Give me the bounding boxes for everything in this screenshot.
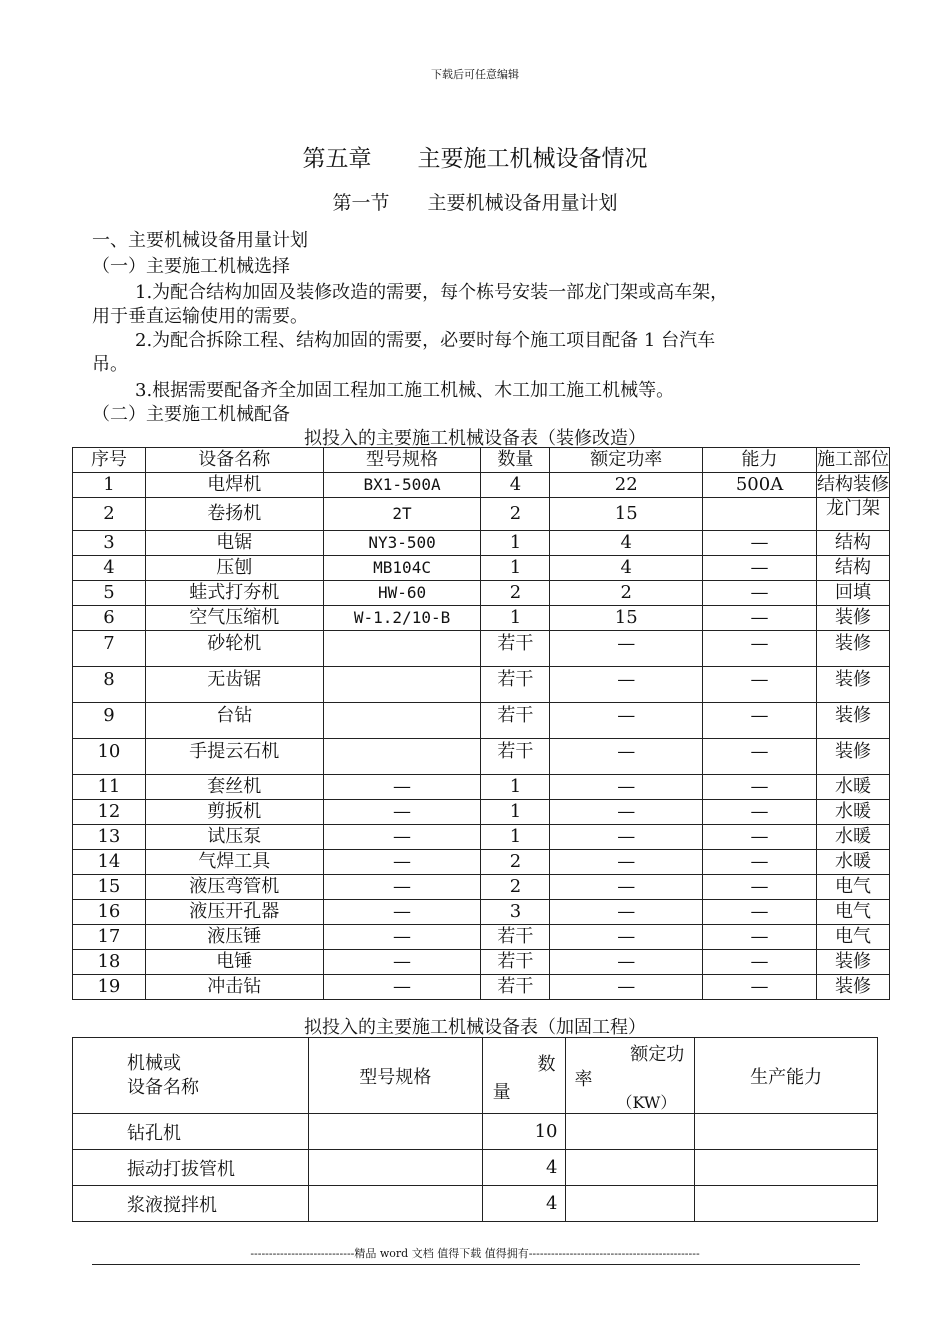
table-cell: 回填 <box>816 581 889 606</box>
table-cell: 电锤 <box>145 950 323 975</box>
footer-rule <box>92 1264 860 1265</box>
heading-2: （一）主要施工机械选择 <box>92 256 290 277</box>
table-cell: 18 <box>73 950 146 975</box>
table-row <box>73 975 890 1000</box>
table-cell: 若干 <box>481 739 550 775</box>
header-name-line1: 机械或 <box>127 1052 181 1074</box>
table-cell: — <box>703 950 817 975</box>
table-cell: 电气 <box>816 875 889 900</box>
header-note: 下载后可任意编辑 <box>431 68 519 81</box>
table-cell: 装修 <box>816 703 889 739</box>
table-cell: 压刨 <box>145 556 323 581</box>
table-cell: 6 <box>73 606 146 631</box>
table-cell: 1 <box>481 556 550 581</box>
table-cell: 15 <box>550 606 703 631</box>
table-cell: — <box>550 900 703 925</box>
table-cell: 水暖 <box>816 825 889 850</box>
paragraph-2-line-2: 吊。 <box>92 354 128 375</box>
table-cell: — <box>550 850 703 875</box>
table2-header-row <box>73 1038 878 1114</box>
table2-header-power <box>566 1038 695 1114</box>
table2-caption: 拟投入的主要施工机械设备表（加固工程） <box>304 1017 646 1038</box>
heading-3: （二）主要施工机械配备 <box>92 404 290 425</box>
table-cell: 试压泵 <box>145 825 323 850</box>
paragraph-2-line-1: 2.为配合拆除工程、结构加固的需要，必要时每个施工项目配备 1 台汽车 <box>135 330 716 351</box>
table-cell: 结构 <box>816 556 889 581</box>
table1-header-cell: 能力 <box>703 448 817 473</box>
table2-body <box>73 1114 878 1222</box>
table-cell: 若干 <box>481 703 550 739</box>
table-cell <box>323 667 481 703</box>
table-row <box>73 473 890 498</box>
table-cell: 4 <box>550 531 703 556</box>
heading-1: 一、主要机械设备用量计划 <box>92 230 308 251</box>
table-cell: 4 <box>482 1186 566 1222</box>
table1-header-cell: 型号规格 <box>323 448 481 473</box>
table-cell: 4 <box>73 556 146 581</box>
table-cell: MB104C <box>323 556 481 581</box>
table-cell: — <box>703 581 817 606</box>
table-cell <box>695 1150 878 1186</box>
paragraph-1-line-1: 1.为配合结构加固及装修改造的需要，每个栋号安装一部龙门架或高车架， <box>135 282 729 303</box>
table1-caption: 拟投入的主要施工机械设备表（装修改造） <box>304 428 646 449</box>
table-cell: — <box>550 775 703 800</box>
header-power-line3: （KW） <box>616 1093 677 1112</box>
table1-header-cell: 设备名称 <box>145 448 323 473</box>
table-cell: 2 <box>73 498 146 531</box>
table-row <box>73 531 890 556</box>
table-cell: 液压锤 <box>145 925 323 950</box>
table-cell: 4 <box>482 1150 566 1186</box>
table-row <box>73 775 890 800</box>
table-cell: 2T <box>323 498 481 531</box>
table-cell: — <box>703 900 817 925</box>
table-cell: — <box>703 775 817 800</box>
table-row <box>73 825 890 850</box>
table-cell: 液压开孔器 <box>145 900 323 925</box>
table-cell: W-1.2/10-B <box>323 606 481 631</box>
table-cell: — <box>703 825 817 850</box>
table-cell: 12 <box>73 800 146 825</box>
table-cell: 电锯 <box>145 531 323 556</box>
header-qty-line1: 数 <box>537 1054 556 1075</box>
table-cell: — <box>703 875 817 900</box>
table-cell: 振动打拔管机 <box>73 1150 309 1186</box>
table-cell: — <box>550 667 703 703</box>
table-cell: NY3-500 <box>323 531 481 556</box>
table-cell: BX1-500A <box>323 473 481 498</box>
paragraph-3: 3.根据需要配备齐全加固工程加工施工机械、木工加工施工机械等。 <box>135 380 675 401</box>
table-cell: 砂轮机 <box>145 631 323 667</box>
table-cell: 1 <box>481 800 550 825</box>
table-cell: — <box>550 739 703 775</box>
table-cell: — <box>323 825 481 850</box>
table-row <box>73 739 890 775</box>
table-cell: 手提云石机 <box>145 739 323 775</box>
table1-header-cell: 额定功率 <box>550 448 703 473</box>
table-cell: — <box>550 703 703 739</box>
paragraph-1-line-2: 用于垂直运输使用的需要。 <box>92 306 308 327</box>
table-cell: 7 <box>73 631 146 667</box>
chapter-title: 第五章 主要施工机械设备情况 <box>302 146 648 172</box>
table-cell: 电气 <box>816 900 889 925</box>
table1-header-row <box>73 448 890 473</box>
table-cell: HW-60 <box>323 581 481 606</box>
table-cell: 19 <box>73 975 146 1000</box>
table-cell: 5 <box>73 581 146 606</box>
table-cell: 若干 <box>481 950 550 975</box>
table-row <box>73 1114 878 1150</box>
table-cell: 15 <box>73 875 146 900</box>
section-title: 第一节 主要机械设备用量计划 <box>332 192 618 214</box>
table-cell: — <box>703 531 817 556</box>
table-cell: 2 <box>481 581 550 606</box>
table-cell <box>323 739 481 775</box>
table-cell: 1 <box>481 775 550 800</box>
table1-body <box>73 448 890 1000</box>
table-row <box>73 1186 878 1222</box>
table-cell: 卷扬机 <box>145 498 323 531</box>
table-cell: — <box>703 667 817 703</box>
table-cell: 11 <box>73 775 146 800</box>
table-cell: — <box>703 703 817 739</box>
table-cell: 2 <box>481 850 550 875</box>
table2-header-capacity: 生产能力 <box>695 1038 878 1114</box>
table-cell: 4 <box>550 556 703 581</box>
table-cell: 水暖 <box>816 775 889 800</box>
table-cell <box>566 1186 695 1222</box>
table1-header-cell: 施工部位 <box>816 448 889 473</box>
table-cell: 液压弯管机 <box>145 875 323 900</box>
table-cell: 装修 <box>816 739 889 775</box>
table-cell: — <box>323 900 481 925</box>
table-cell: — <box>703 556 817 581</box>
table-cell: 无齿锯 <box>145 667 323 703</box>
table-cell: — <box>550 875 703 900</box>
table-row <box>73 556 890 581</box>
table-cell: 22 <box>550 473 703 498</box>
table-cell: 1 <box>481 606 550 631</box>
table-row <box>73 498 890 531</box>
table-cell: 若干 <box>481 631 550 667</box>
table-cell: 若干 <box>481 667 550 703</box>
table-cell: — <box>550 925 703 950</box>
table-cell: 装修 <box>816 950 889 975</box>
table-cell: 14 <box>73 850 146 875</box>
table-cell: 结构 <box>816 531 889 556</box>
table-cell <box>323 631 481 667</box>
table-cell: — <box>703 739 817 775</box>
table-cell: 台钻 <box>145 703 323 739</box>
table-cell: — <box>703 975 817 1000</box>
equipment-table-reinforcement <box>72 1037 878 1222</box>
table-row <box>73 875 890 900</box>
table-cell <box>566 1114 695 1150</box>
footer-text: ----------------------------精品 word 文档 值得下载 值得拥有---------------------------------------------- <box>250 1247 700 1260</box>
table-cell: 冲击钻 <box>145 975 323 1000</box>
header-power-line2: 率 <box>574 1069 593 1090</box>
table-cell: 若干 <box>481 925 550 950</box>
table-cell: — <box>550 950 703 975</box>
table-row <box>73 800 890 825</box>
table2-header-model: 型号规格 <box>308 1038 482 1114</box>
table-cell: — <box>323 975 481 1000</box>
table-cell: 1 <box>73 473 146 498</box>
table-row <box>73 850 890 875</box>
table-cell: — <box>550 975 703 1000</box>
table-cell: 结构装修 <box>816 473 889 498</box>
table-cell: 龙门架 <box>816 498 889 531</box>
table-cell: 2 <box>481 875 550 900</box>
table-cell: 若干 <box>481 975 550 1000</box>
table-cell: 2 <box>550 581 703 606</box>
table-cell: — <box>323 925 481 950</box>
table-cell: 16 <box>73 900 146 925</box>
header-name-line2: 设备名称 <box>127 1076 199 1098</box>
table-cell: 装修 <box>816 667 889 703</box>
header-power-line1: 额定功 <box>630 1044 685 1065</box>
table-cell: 气焊工具 <box>145 850 323 875</box>
table-cell: — <box>550 800 703 825</box>
table-cell: — <box>323 950 481 975</box>
table-row <box>73 667 890 703</box>
table-row <box>73 1150 878 1186</box>
table-cell <box>695 1186 878 1222</box>
table-cell: 水暖 <box>816 850 889 875</box>
table-cell: — <box>703 850 817 875</box>
table-cell: 蛙式打夯机 <box>145 581 323 606</box>
table-cell: 4 <box>481 473 550 498</box>
table-cell: — <box>323 800 481 825</box>
table-cell: 17 <box>73 925 146 950</box>
table-cell: — <box>550 825 703 850</box>
table-cell: 1 <box>481 825 550 850</box>
table-cell: 空气压缩机 <box>145 606 323 631</box>
table-row <box>73 581 890 606</box>
table-cell: 套丝机 <box>145 775 323 800</box>
table-cell: — <box>703 606 817 631</box>
table-cell <box>703 498 817 531</box>
table-cell: 13 <box>73 825 146 850</box>
table-cell: — <box>323 775 481 800</box>
table-cell: — <box>323 875 481 900</box>
table-cell: 9 <box>73 703 146 739</box>
table1-header-cell: 数量 <box>481 448 550 473</box>
table-cell: 电气 <box>816 925 889 950</box>
table-cell: 浆液搅拌机 <box>73 1186 309 1222</box>
table-cell: 3 <box>73 531 146 556</box>
table-row <box>73 606 890 631</box>
table-cell: — <box>323 850 481 875</box>
equipment-table-renovation <box>72 447 890 1000</box>
table-cell: 剪扳机 <box>145 800 323 825</box>
table-cell <box>308 1186 482 1222</box>
table-cell: 15 <box>550 498 703 531</box>
table-cell: 2 <box>481 498 550 531</box>
table-cell <box>308 1150 482 1186</box>
table1-header-cell: 序号 <box>73 448 146 473</box>
header-qty-line2: 量 <box>492 1082 511 1103</box>
table-cell: — <box>703 925 817 950</box>
table-cell: 电焊机 <box>145 473 323 498</box>
table-cell: 1 <box>481 531 550 556</box>
table-row <box>73 900 890 925</box>
table-cell <box>566 1150 695 1186</box>
table-row <box>73 925 890 950</box>
table-cell: — <box>703 631 817 667</box>
table-cell <box>308 1114 482 1150</box>
table-row <box>73 950 890 975</box>
table-cell: 装修 <box>816 606 889 631</box>
table-cell: 500A <box>703 473 817 498</box>
table-cell <box>695 1114 878 1150</box>
table-cell: 3 <box>481 900 550 925</box>
table-row <box>73 703 890 739</box>
table-cell: — <box>550 631 703 667</box>
table-cell: 水暖 <box>816 800 889 825</box>
table-cell: — <box>703 800 817 825</box>
table2-header-qty <box>482 1038 566 1114</box>
table-cell: 装修 <box>816 631 889 667</box>
table-row <box>73 631 890 667</box>
table-cell: 10 <box>482 1114 566 1150</box>
table2-header-name <box>73 1038 309 1114</box>
table-cell <box>323 703 481 739</box>
table-cell: 装修 <box>816 975 889 1000</box>
table-cell: 钻孔机 <box>73 1114 309 1150</box>
table-cell: 8 <box>73 667 146 703</box>
table-cell: 10 <box>73 739 146 775</box>
